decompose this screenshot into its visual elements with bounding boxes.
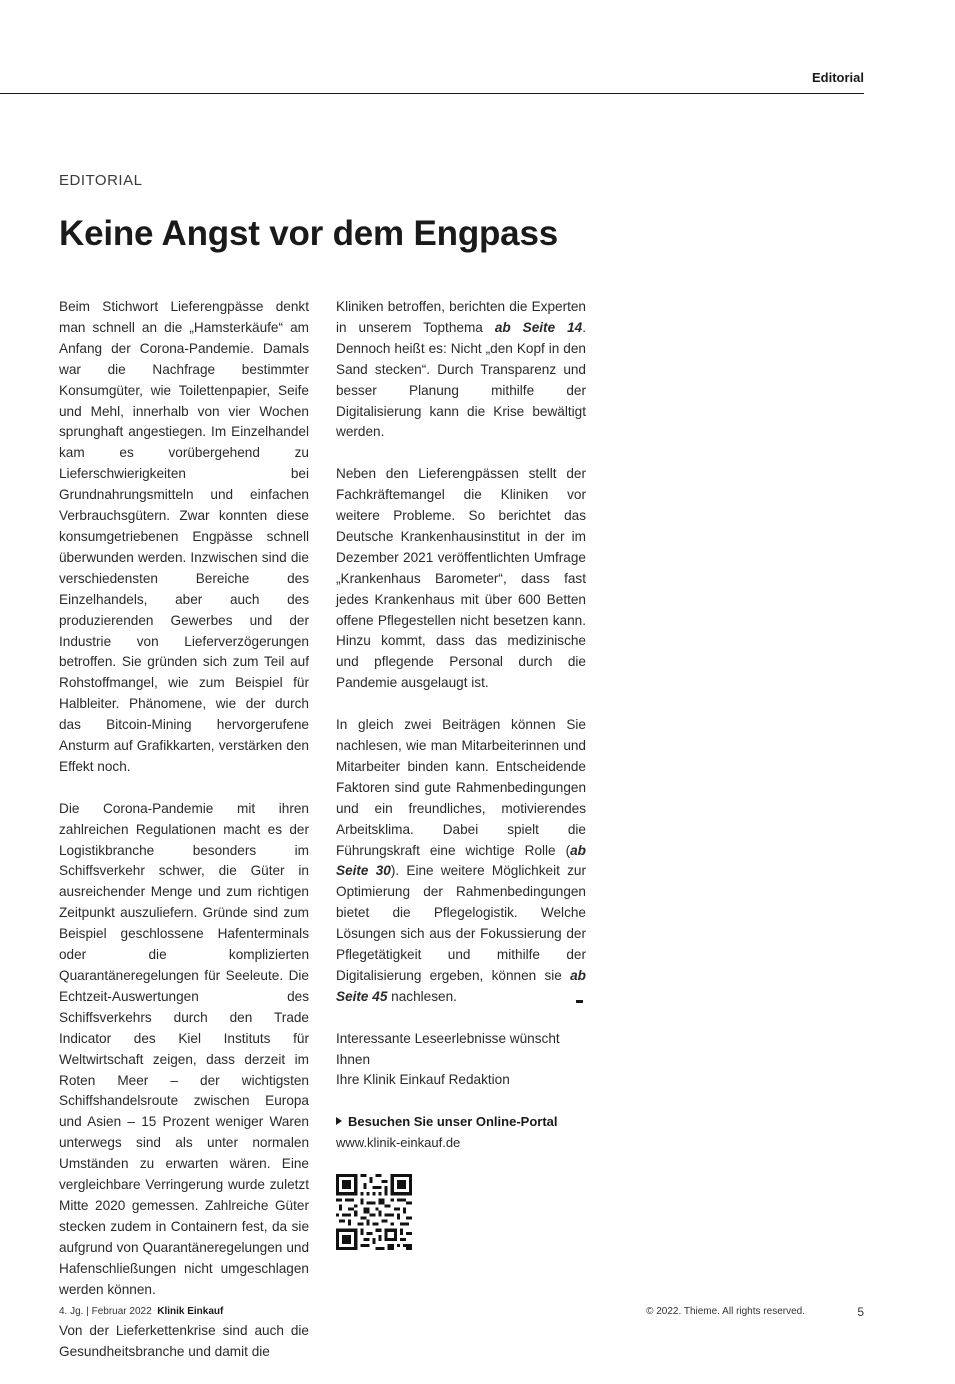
triangle-right-icon bbox=[336, 1117, 342, 1125]
page-reference: ab Seite 45 bbox=[336, 967, 586, 1004]
paragraph: Beim Stichwort Lieferengpässe denkt man schnell an die „Hamsterkäufe“ am Anfang der Corona-Pandemie. Damals war die Nachfrage bestimmter Konsumgüter, wie Toilettenpapier, Seife und Mehl, innerhalb von vier Wochen sprunghaft angestiegen. Im Einzelhandel kam es vorübergehend zu Lieferschwierigkeiten bei Grundnahrungsmitteln und einfachen Verbrauchsgütern. Zwar konnten diese konsumgetriebenen Engpässe schnell überwunden werden. Inzwischen sind die verschiedensten Bereiche des Einzelhandels, aber auch des produzierenden Gewerbes und der Industrie von Lieferverzögerungen betroffen. Sie gründen sich zum Teil auf Rohstoffmangel, wie zum Beispiel für Halbleiter. Phänomene, wie der durch das Bitcoin-Mining hervorgerufene Ansturm auf Grafikkarten, verstärken den Effekt noch. bbox=[59, 299, 309, 774]
page-number: 5 bbox=[857, 1305, 864, 1319]
header-rule bbox=[0, 93, 864, 94]
online-portal-box bbox=[336, 1111, 596, 1153]
footer-copyright: © 2022. Thieme. All rights reserved. bbox=[646, 1306, 805, 1317]
end-mark-icon bbox=[576, 1000, 583, 1003]
running-header: Editorial bbox=[811, 70, 864, 85]
paragraph: In gleich zwei Beiträgen können Sie nachlesen, wie man Mitarbeiterinnen und Mitarbeiter binden kann. Entscheidende Faktoren sind gute Rahmenbedingungen und ein freundliches, motivierendes Arbeitsklima. Dabei spielt die Führungskraft eine wichtige Rolle (ab Seite 30). Eine weitere Möglichkeit zur Optimierung der Rahmenbedingungen bietet die Pflegelogistik. Welche Lösungen sich aus der Fokussierung der Pflegetätigkeit und mithilfe der Digitalisierung ergeben, können sie ab Seite 45 nachlesen. bbox=[336, 717, 587, 1004]
portal-url-link[interactable]: www.klinik-einkauf.de bbox=[336, 1135, 461, 1150]
page-reference: ab Seite 30 bbox=[336, 842, 586, 879]
article-title: Keine Angst vor dem Engpass bbox=[59, 214, 558, 253]
paragraph: Neben den Lieferengpässen stellt der Fachkräftemangel die Kliniken vor weitere Probleme. So berichtet das Deutsche Krankenhausinstitut in der im Dezember 2021 veröffentlichten Umfrage „Krankenhaus Barometer“, dass fast jedes Krankenhaus mit über 600 Betten offene Pflegestellen nicht besetzen kann. Hinzu kommt, dass das medizinische und pflegende Personal durch die Pandemie ausgelaugt ist. bbox=[336, 466, 586, 691]
paragraph: Kliniken betroffen, berichten die Experten in unserem Topthema ab Seite 14. Dennoch heißt es: Nicht „den Kopf in den Sand stecken“. Durch Transparenz und besser Planung mithilfe der Digitalisierung kann die Krise bewältigt werden. bbox=[336, 299, 586, 440]
closing: Interessante Leseerlebnisse wünscht Ihnen Ihre Klinik Einkauf Redaktion bbox=[336, 1030, 560, 1088]
paragraph: Von der Lieferkettenkrise sind auch die Gesundheitsbranche und damit die bbox=[59, 1323, 309, 1360]
page-reference: ab Seite 14 bbox=[494, 319, 583, 335]
paragraph: Die Corona-Pandemie mit ihren zahlreichen Regulationen macht es der Logistikbranche besonders im Schiffsverkehr schwer, die Güter in ausreichender Menge und zum richtigen Zeitpunkt auszuliefern. Gründe sind zum Beispiel geschlossene Hafenterminals oder die komplizierten Quarantäneregelungen für Seeleute. Die Echtzeit-Auswertungen des Schiffsverkehrs durch den Trade Indicator des Kiel Instituts für Weltwirtschaft zeigen, dass derzeit im Roten Meer – der wichtigsten Schiffshandelsroute zwischen Europa und Asien – 15 Prozent weniger Waren unterwegs sind als unter normalen Umständen zu erwarten wären. Eine vergleichbare Verringerung wurde zuletzt Mitte 2020 gemessen. Zahlreiche Güter stecken zudem in Containern fest, da sie aufgrund von Quarantäneregelungen und Hafenschließungen nicht umgeschlagen werden können. bbox=[59, 800, 309, 1297]
text-column-left bbox=[59, 297, 309, 1384]
journal-name: Klinik Einkauf bbox=[157, 1306, 224, 1317]
text-column-right bbox=[336, 297, 586, 1112]
qr-code-icon[interactable] bbox=[336, 1174, 412, 1250]
footer-issue: 4. Jg. | Februar 2022 Klinik Einkauf bbox=[59, 1306, 224, 1317]
section-kicker: EDITORIAL bbox=[59, 172, 143, 189]
portal-heading: Besuchen Sie unser Online-Portal bbox=[336, 1111, 596, 1132]
